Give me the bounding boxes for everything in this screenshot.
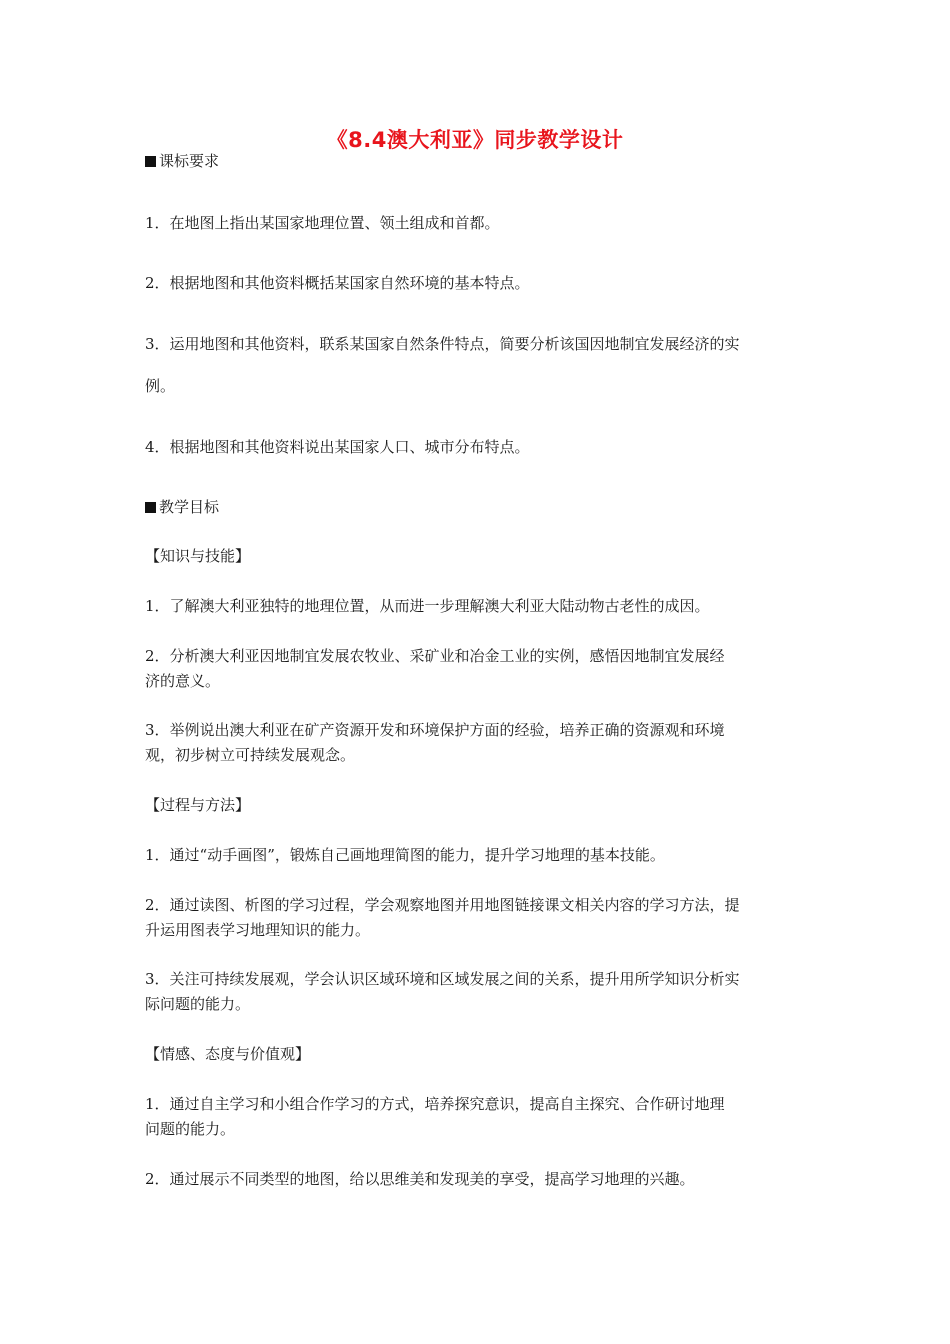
section-heading-label: 教学目标	[159, 498, 220, 516]
section-heading-goals	[145, 494, 810, 520]
list-item: 2．根据地图和其他资料概括某国家自然环境的基本特点。	[145, 274, 530, 292]
list-item-continuation: 际问题的能力。	[145, 995, 251, 1013]
section-heading-label: 课标要求	[159, 152, 220, 170]
document-title: 《8.4澳大利亚》同步教学设计	[326, 128, 624, 152]
list-item-continuation: 升运用图表学习地理知识的能力。	[145, 921, 371, 939]
list-item: 3．举例说出澳大利亚在矿产资源开发和环境保护方面的经验，培养正确的资源观和环境	[145, 721, 725, 739]
list-item: 2．分析澳大利亚因地制宜发展农牧业、采矿业和冶金工业的实例，感悟因地制宜发展经	[145, 647, 725, 665]
list-item-continuation: 观，初步树立可持续发展观念。	[145, 746, 356, 764]
list-item: 1．通过自主学习和小组合作学习的方式，培养探究意识，提高自主探究、合作研讨地理	[145, 1095, 725, 1113]
list-item: 2．通过展示不同类型的地图，给以思维美和发现美的享受，提高学习地理的兴趣。	[145, 1170, 695, 1188]
list-item: 1．在地图上指出某国家地理位置、领土组成和首都。	[145, 214, 500, 232]
list-item-continuation: 问题的能力。	[145, 1120, 236, 1138]
subsection-heading-process: 【过程与方法】	[145, 796, 251, 814]
list-item: 3．运用地图和其他资料，联系某国家自然条件特点，简要分析该国因地制宜发展经济的实	[145, 335, 740, 353]
list-item: 1．通过“动手画图”，锻炼自己画地理简图的能力，提升学习地理的基本技能。	[145, 846, 665, 864]
section-heading-standards	[145, 148, 810, 174]
subsection-heading-emotion: 【情感、态度与价值观】	[145, 1045, 311, 1063]
list-item: 3．关注可持续发展观，学会认识区域环境和区域发展之间的关系，提升用所学知识分析实	[145, 970, 740, 988]
subsection-heading-knowledge: 【知识与技能】	[145, 547, 251, 565]
list-item: 4．根据地图和其他资料说出某国家人口、城市分布特点。	[145, 438, 530, 456]
square-bullet-icon	[145, 502, 156, 513]
square-bullet-icon	[145, 156, 156, 167]
list-item: 1．了解澳大利亚独特的地理位置，从而进一步理解澳大利亚大陆动物古老性的成因。	[145, 597, 710, 615]
list-item-continuation: 济的意义。	[145, 672, 221, 690]
list-item: 2．通过读图、析图的学习过程，学会观察地图并用地图链接课文相关内容的学习方法，提	[145, 896, 740, 914]
list-item-continuation: 例。	[145, 377, 176, 395]
